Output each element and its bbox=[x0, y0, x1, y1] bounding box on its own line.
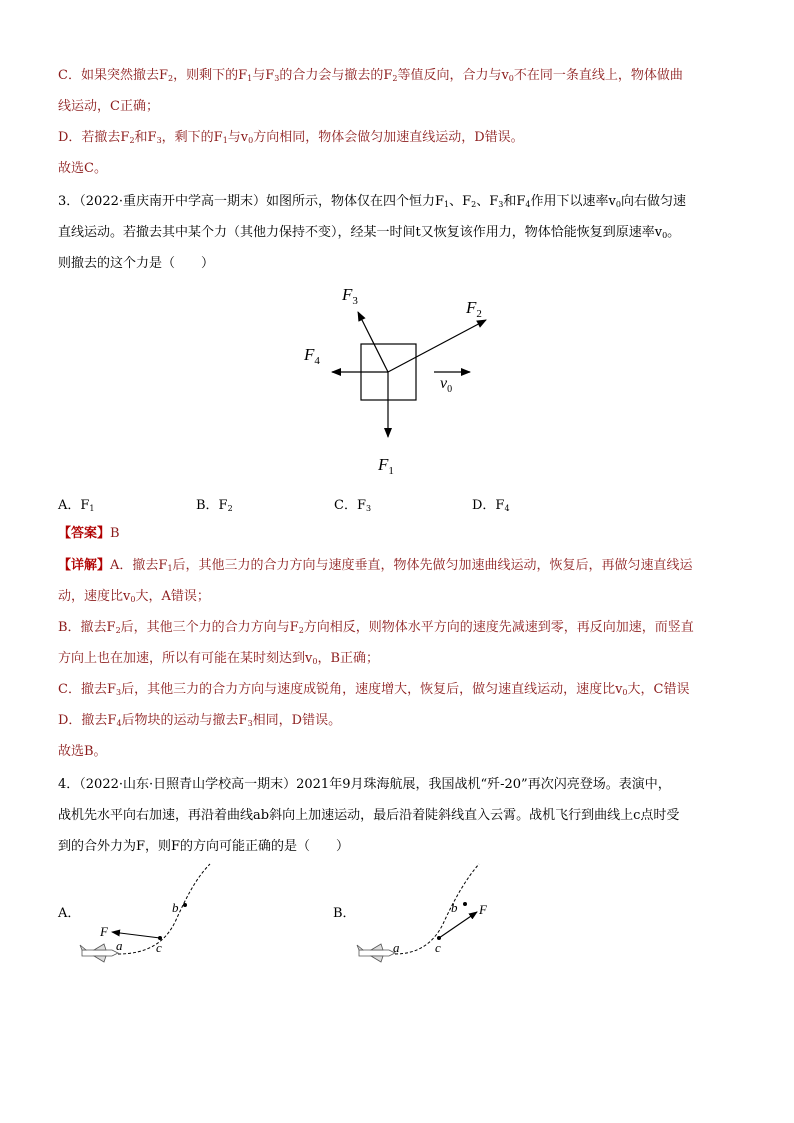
jet-icon bbox=[80, 944, 118, 962]
q3-choice: 故选B。 bbox=[58, 744, 107, 759]
prev-option-c-line2: 线运动，C正确； bbox=[58, 99, 159, 114]
prev-choice: 故选C。 bbox=[58, 161, 107, 176]
force-diagram bbox=[290, 280, 510, 485]
force-f3-arrow bbox=[358, 312, 388, 372]
q4-figure-b bbox=[355, 858, 505, 968]
label-v0: $v_0$ bbox=[440, 375, 453, 395]
jet-icon bbox=[357, 944, 395, 962]
force-f2-arrow bbox=[388, 320, 486, 372]
q3-explain-c: C．撤去$F_3$后，其他三力的合力方向与速度成锐角，速度增大，恢复后，做匀速直线运动，速度比$v_0$大，C错误 bbox=[58, 682, 690, 697]
label-c: c bbox=[156, 940, 162, 955]
q3-option-a: A．$F_1$ bbox=[58, 498, 95, 513]
label-b: b bbox=[172, 900, 179, 915]
q4-stem-line3: 到的合外力为F，则F的方向可能正确的是（ ） bbox=[58, 839, 350, 854]
point-b bbox=[463, 902, 467, 906]
q4-option-a-label: A． bbox=[58, 906, 81, 921]
label-f1: $F_1$ bbox=[378, 455, 394, 477]
label-a: a bbox=[116, 938, 123, 953]
q3-stem-line2: 直线运动。若撤去其中某个力（其他力保持不变），经某一时间t又恢复该作用力，物体恰能恢复到原速率$v_0$。 bbox=[58, 225, 681, 240]
q4-figure-a bbox=[78, 858, 228, 968]
q3-option-b: B．$F_2$ bbox=[196, 498, 233, 513]
label-c: c bbox=[435, 940, 441, 955]
q3-explain-a-line1: 【详解】A．撤去$F_1$后，其他三力的合力方向与速度垂直，物体先做匀加速曲线运动，恢复后，再做匀速直线运 bbox=[58, 558, 693, 573]
q3-explain-b-line2: 方向上也在加速，所以有可能在某时刻达到$v_0$，B正确； bbox=[58, 651, 380, 666]
q3-stem-line1: 3．（2022·重庆南开中学高一期末）如图所示，物体仅在四个恒力$F_1$、$F_2$、$F_3$和$F_4$作用下以速率$v_0$向右做匀速 bbox=[58, 194, 686, 209]
label-f3: $F_3$ bbox=[342, 285, 358, 307]
label-a: a bbox=[393, 940, 400, 955]
force-f-arrow bbox=[439, 912, 477, 938]
q3-explain-b-line1: B．撤去$F_2$后，其他三个力的合力方向与$F_2$方向相反，则物体水平方向的速度先减速到零，再反向加速，而竖直 bbox=[58, 620, 694, 635]
label-f2: $F_2$ bbox=[466, 298, 482, 320]
prev-option-c-line1: C．如果突然撤去$F_2$，则剩下的$F_1$与$F_3$的合力会与撤去的$F_2$等值反向，合力与$v_0$不在同一条直线上，物体做曲 bbox=[58, 68, 683, 83]
q3-answer: 【答案】B bbox=[58, 526, 120, 541]
q3-explain-a-line2: 动，速度比$v_0$大，A错误； bbox=[58, 589, 210, 604]
q3-explain-d: D．撤去$F_4$后物块的运动与撤去$F_3$相同，D错误。 bbox=[58, 713, 342, 728]
label-F: F bbox=[100, 924, 108, 939]
q3-stem-line3: 则撤去的这个力是（ ） bbox=[58, 256, 215, 271]
q4-stem-line2: 战机先水平向右加速，再沿着曲线ab斜向上加速运动，最后沿着陡斜线直入云霄。战机飞行到曲线上c点时受 bbox=[58, 808, 680, 823]
label-f4: $F_4$ bbox=[304, 345, 320, 367]
q3-option-c: C．$F_3$ bbox=[334, 498, 372, 513]
flight-path bbox=[118, 864, 210, 954]
label-b: b bbox=[451, 900, 458, 915]
q3-option-d: D．$F_4$ bbox=[472, 498, 510, 513]
q4-option-b-label: B． bbox=[333, 906, 356, 921]
q4-stem-line1: 4．（2022·山东·日照青山学校高一期末）2021年9月珠海航展，我国战机“歼-20”再次闪亮登场。表演中， bbox=[58, 777, 671, 792]
label-F: F bbox=[479, 902, 487, 917]
point-b bbox=[183, 903, 187, 907]
prev-option-d: D．若撤去$F_2$和$F_3$，剩下的$F_1$与$v_0$方向相同，物体会做匀加速直线运动，D错误。 bbox=[58, 130, 524, 145]
